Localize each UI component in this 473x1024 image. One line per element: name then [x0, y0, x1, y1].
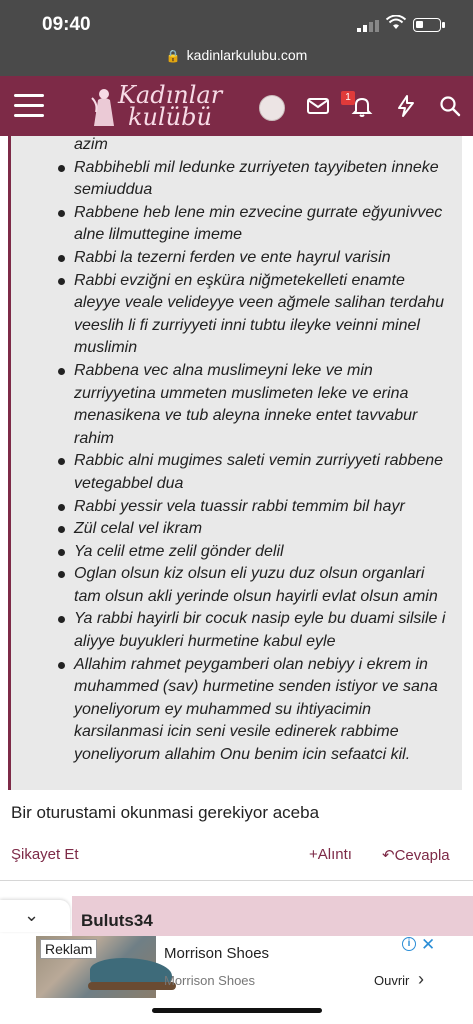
ad-open-button[interactable]: Ouvrir	[374, 973, 410, 988]
quote-block	[8, 136, 462, 790]
ad-banner[interactable]	[0, 936, 473, 1002]
bullet-icon	[58, 504, 65, 511]
list-item	[11, 541, 462, 564]
bullet-icon	[58, 549, 65, 556]
reply-button[interactable]	[382, 846, 450, 864]
list-item	[11, 654, 462, 767]
chevron-down-icon: ⌄	[24, 905, 40, 925]
logo-text	[118, 81, 223, 131]
lock-icon: 🔒	[165, 49, 181, 63]
quote-button[interactable]	[309, 846, 352, 863]
shoe-sole	[88, 982, 176, 990]
bullet-icon	[58, 526, 65, 533]
wifi-icon	[386, 15, 406, 31]
battery-icon	[413, 18, 441, 32]
reply-button-label: Cevapla	[394, 847, 450, 864]
bullet-icon	[58, 368, 65, 375]
bullet-icon	[58, 616, 65, 623]
list-item-text: Rabbi la tezerni ferden ve ente hayrul varisin	[74, 248, 391, 266]
collapse-ad-button[interactable]	[0, 900, 70, 932]
list-item-text: azim	[74, 136, 108, 153]
logo-line-1: Kadınlar	[118, 81, 223, 109]
post-divider	[0, 880, 473, 881]
list-item-text: Allahim rahmet peygamberi olan nebiyy i ekrem in muhammed (sav) hurmetine senden istiyor ve sana yoneliyorum ey muhammed su ihtiyacimin karsilanmasi icin seni vesile edinerek rabbime yoneliyorum allahim Onu benim icin sefaatci kil.	[74, 655, 438, 764]
list-item-text: Rabbene heb lene min ezvecine gurrate eğyunivvec alne lilmuttegine imeme	[74, 203, 443, 244]
url-bar[interactable]	[0, 40, 473, 76]
logo-line-2: kulübü	[128, 103, 212, 131]
site-logo[interactable]	[90, 81, 223, 132]
bullet-icon	[58, 165, 65, 172]
plus-icon: +	[309, 846, 318, 863]
complain-link[interactable]: Şikayet Et	[11, 846, 79, 863]
list-item-text: Ya rabbi hayirli bir cocuk nasip eyle bu duami silsile i aliyye buyukleri hurmetine kabul eyle	[74, 610, 446, 651]
bolt-icon[interactable]	[394, 94, 418, 118]
logo-figure-icon	[90, 86, 116, 128]
bullet-icon	[58, 571, 65, 578]
list-item	[11, 247, 462, 270]
ad-subtitle: Morrison Shoes	[164, 973, 256, 988]
info-icon[interactable]: i	[402, 937, 416, 951]
list-item-text: Rabbena vec alna muslimeyni leke ve min zurriyyetina ummeten muslimeten leke ve erina menasikena ve tub aleyna inneke entet tavvabur rahim	[74, 361, 418, 447]
list-item-text: Ya celil etme zelil gönder delil	[74, 542, 284, 560]
list-item	[11, 202, 462, 247]
quote-button-label: Alıntı	[317, 846, 352, 863]
list-item	[11, 496, 462, 519]
list-item-text: Rabbi yessir vela tuassir rabbi temmim bil hayr	[74, 497, 405, 515]
list-item-text: Oglan olsun kiz olsun eli yuzu duz olsun organlari tam olsun akli yerinde olsun hayirli evlat olsun amin	[74, 565, 438, 605]
status-time: 09:40	[42, 14, 91, 35]
ad-title[interactable]: Morrison Shoes	[164, 945, 270, 962]
next-post-header	[72, 896, 473, 936]
search-icon[interactable]	[438, 94, 462, 118]
list-item	[11, 450, 462, 495]
list-item	[11, 157, 462, 202]
list-item-text: Zül celal vel ikram	[74, 520, 203, 538]
home-indicator	[152, 1008, 322, 1013]
url-domain: kadinlarkulubu.com	[186, 47, 308, 63]
reply-icon: ↶	[382, 847, 395, 864]
chevron-right-icon[interactable]: ›	[418, 969, 424, 989]
list-item-text: Rabbic alni mugimes saleti vemin zurriyyeti rabbene vetegabbel dua	[74, 452, 444, 492]
post-actions	[0, 843, 473, 867]
list-item-text: Rabbi evziğni en eşküra niğmetekelleti enamte aleyye veale velideyye veen ağmele salihan terdahu veeslih li fi zurriyyeti inni tubtu ileyke veinni minel muslimin	[74, 271, 445, 357]
notification-badge: 1	[341, 91, 355, 105]
close-icon[interactable]: ✕	[421, 935, 436, 954]
post-body: Bir oturustami okunmasi gerekiyor aceba	[11, 803, 320, 822]
ad-tag: Reklam	[40, 939, 97, 959]
avatar[interactable]	[259, 95, 285, 121]
bullet-icon	[58, 210, 65, 217]
list-item	[11, 360, 462, 450]
bullet-icon	[58, 458, 65, 465]
list-item	[11, 136, 462, 157]
list-item	[11, 563, 462, 608]
list-item	[11, 270, 462, 360]
bullet-icon	[58, 255, 65, 262]
list-item	[11, 518, 462, 541]
bullet-icon	[58, 662, 65, 669]
signal-icon	[357, 20, 381, 32]
next-post-username[interactable]: Buluts34	[81, 911, 153, 930]
prayer-list	[11, 136, 462, 767]
list-item	[11, 608, 462, 653]
menu-icon[interactable]	[14, 94, 44, 118]
bullet-icon	[58, 278, 65, 285]
mail-icon[interactable]	[306, 94, 330, 118]
status-bar	[0, 0, 473, 40]
list-item-text: Rabbihebli mil ledunke zurriyeten tayyibeten inneke semiuddua	[74, 158, 439, 199]
